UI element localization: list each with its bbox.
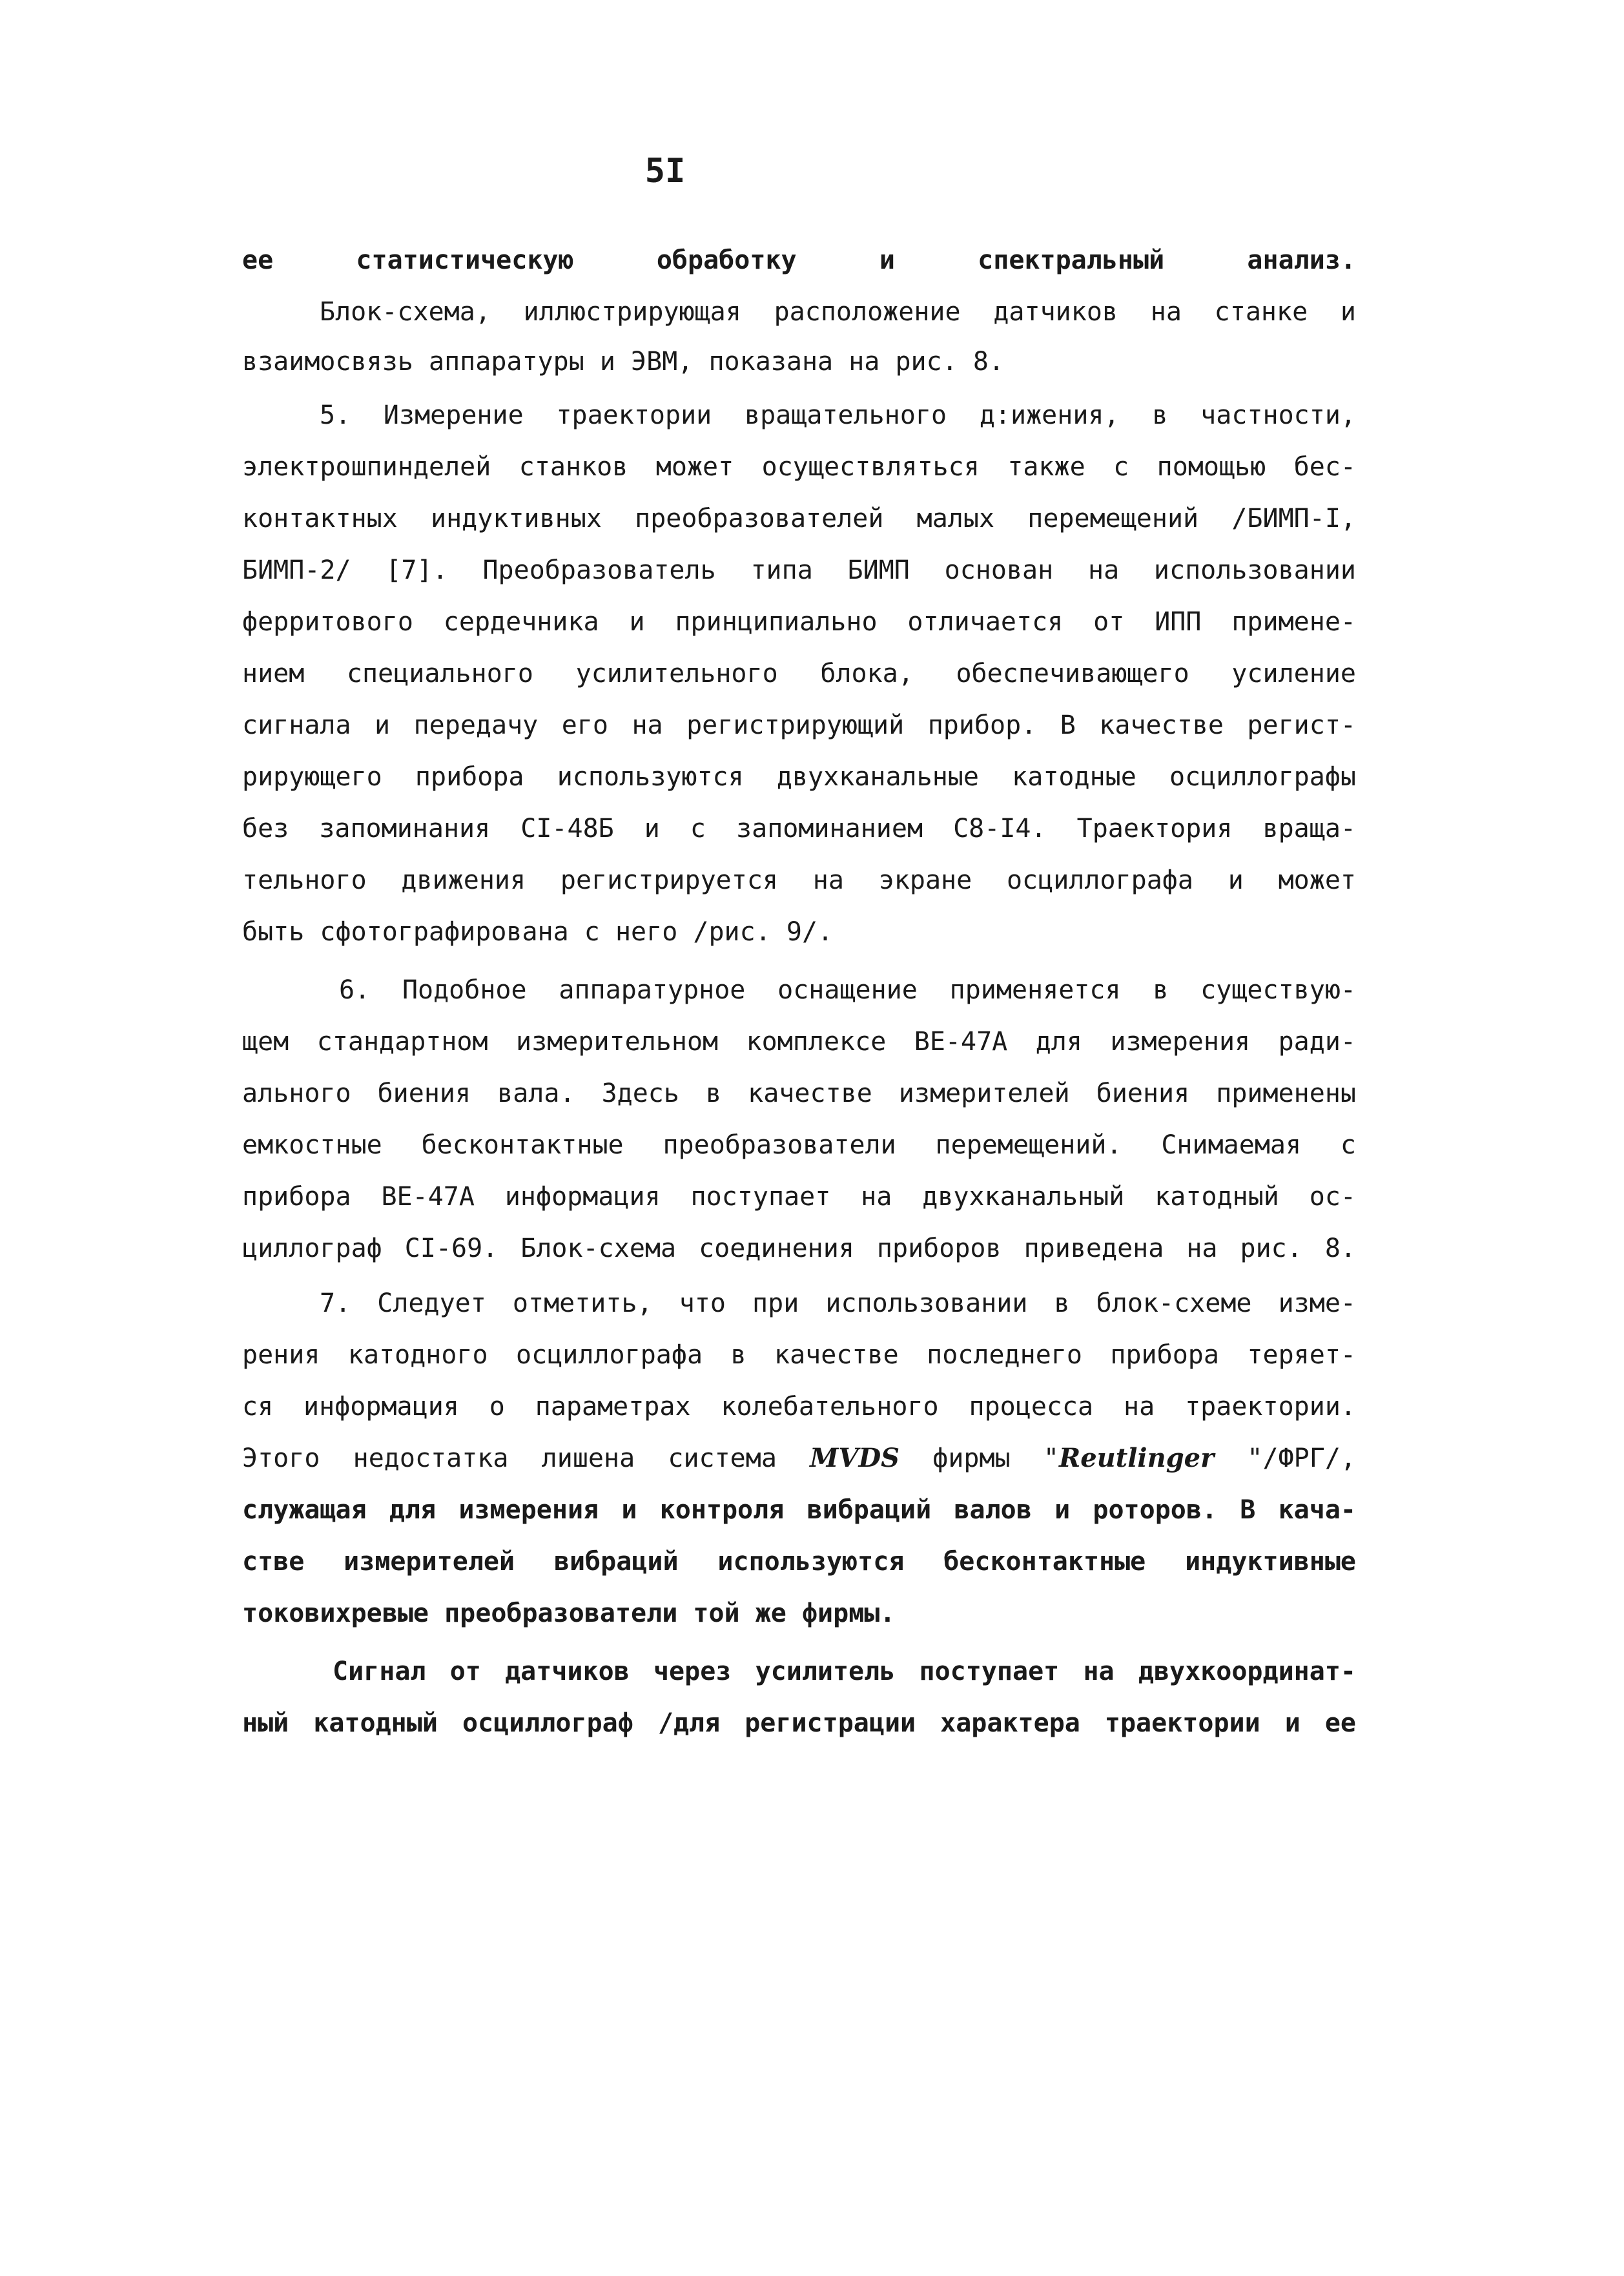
text-line: БИМП-2/ [7]. Преобразователь типа БИМП основан на использовании (242, 555, 1356, 585)
text-line: рения катодного осциллографа в качестве последнего прибора теряет- (242, 1340, 1356, 1370)
text-line: взаимосвязь аппаратуры и ЭВМ, показана на рис. 8. (242, 347, 1005, 377)
text-line: Блок-схема, иллюстрирующая расположение датчиков на станке и (320, 297, 1356, 327)
text-line: тельного движения регистрируется на экране осциллографа и может (242, 865, 1356, 895)
text-line: стве измерителей вибраций используются бесконтактные индуктивные (242, 1547, 1356, 1577)
text-line: 5. Измерение траектории вращательного д:ижения, в частности, (320, 400, 1356, 430)
text-line: служащая для измерения и контроля вибраций валов и роторов. В кача- (242, 1495, 1356, 1525)
text-line: ферритового сердечника и принципиально отличается от ИПП примене- (242, 607, 1356, 637)
mvds-after: "/ФРГ/, (1247, 1443, 1356, 1473)
text-line: 7. Следует отметить, что при использовании в блок-схеме изме- (320, 1288, 1356, 1318)
text-line: быть сфотографирована с него /рис. 9/. (242, 917, 834, 947)
text-line: прибора ВЕ-47А информация поступает на двухканальный катодный ос- (242, 1182, 1356, 1212)
text-line: циллограф CI-69. Блок-схема соединения приборов приведена на рис. 8. (242, 1234, 1356, 1263)
mvds-system: MVDS (810, 1443, 900, 1473)
text-line: Сигнал от датчиков через усилитель поступает на двухкоординат- (333, 1657, 1356, 1686)
mvds-firm: Reutlinger (1058, 1443, 1215, 1473)
mvds-middle: фирмы " (932, 1443, 1059, 1473)
text-line: ный катодный осциллограф /для регистрации характера траектории и ее (242, 1708, 1356, 1738)
text-line: ся информация о параметрах колебательного процесса на траектории. (242, 1392, 1356, 1422)
text-line: нием специального усилительного блока, обеспечивающего усиление (242, 659, 1356, 688)
text-line: токовихревые преобразователи той же фирмы. (242, 1598, 896, 1628)
text-line: щем стандартном измерительном комплексе ВЕ-47А для измерения ради- (242, 1027, 1356, 1057)
text-line: рирующего прибора используются двухканальные катодные осциллографы (242, 762, 1356, 792)
text-line: ального биения вала. Здесь в качестве измерителей биения применены (242, 1079, 1356, 1108)
text-line: без запоминания CI-48Б и с запоминанием C8-I4. Траектория враща- (242, 814, 1356, 843)
text-line: электрошпинделей станков может осуществляться также с помощью бес- (242, 452, 1356, 482)
page-number: 5I (644, 152, 686, 191)
mvds-before: Этого недостатка лишена система (242, 1443, 777, 1473)
text-line: ее статистическую обработку и спектральный анализ. (242, 245, 1356, 275)
text-line: контактных индуктивных преобразователей малых перемещений /БИМП-I, (242, 504, 1356, 533)
text-line: емкостные бесконтактные преобразователи перемещений. Снимаемая с (242, 1130, 1356, 1160)
text-line: 6. Подобное аппаратурное оснащение применяется в существую- (339, 975, 1356, 1005)
text-line: сигнала и передачу его на регистрирующий прибор. В качестве регист- (242, 710, 1356, 740)
text-line-mvds (242, 1440, 1356, 1476)
